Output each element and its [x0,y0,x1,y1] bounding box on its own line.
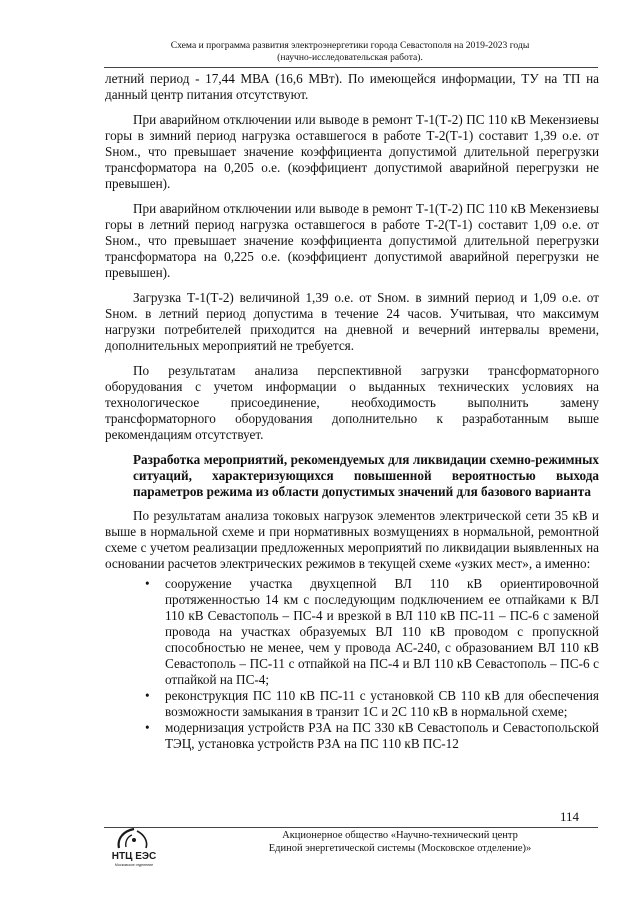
bullet-icon: • [145,720,150,735]
logo-subtext: Московское отделение [114,863,154,867]
paragraph: По результатам анализа перспективной загрузки трансформаторного оборудования с учетом информации о выданных технических условиях на технологическое присоединение, необходимость выполнить замену трансформаторного оборудования дополнительно к разработанным выше рекомендациям отсутствует. [105,363,599,442]
list-item [105,688,599,720]
running-header [100,40,600,64]
footer-rule [104,827,598,828]
paragraph: По результатам анализа токовых нагрузок элементов электрической сети 35 кВ и выше в нормальной схеме и при нормативных возмущениях в нормальной, ремонтной схеме с учетом реализации предложенных мероприятий по ликвидации выявленных на основании расчетов электрических режимов в текущей схеме «узких мест», а именно: [105,508,599,571]
paragraph: Загрузка Т-1(Т-2) величиной 1,39 о.е. от Sном. в зимний период и 1,09 о.е. от Sном. в летний период допустима в течение 24 часов. Учитывая, что максимум нагрузки потребителей приходится на дневной и вечерний интервалы времени, дополнительных мероприятий не требуется. [105,290,599,353]
body-text [105,71,599,752]
header-line-2: (научно-исследовательская работа). [277,52,423,63]
footer-line-1: Акционерное общество «Научно-технический центр [282,830,518,841]
header-rule [104,67,598,68]
footer-line-2: Единой энергетической системы (Московское отделение)» [268,843,532,854]
logo-icon [105,826,163,870]
list-item [105,720,599,752]
bullet-icon: • [145,576,150,591]
list-item-text: сооружение участка двухцепной ВЛ 110 кВ ориентировочной протяженностью 14 км с последующим подключением ее отпайками к ВЛ 110 кВ Севастополь – ПС-4 и врезкой в ВЛ 110 кВ ПС-11 – ПС-6 с заменой провода на участках образуемых ВЛ 110 кВ проводом с пропускной способностью не менее, чем у провода АС-240, с образованием ВЛ 110 кВ Севастополь – ПС-11 с отпайкой на ПС-4 и ВЛ 110 кВ Севастополь – ПС-6 с отпайкой на ПС-4; [165,576,599,687]
ntc-ees-logo [105,826,163,870]
header-line-1: Схема и программа развития электроэнергетики города Севастополя на 2019-2023 годы [170,40,530,51]
page-number: 114 [560,809,580,824]
section-heading: Разработка мероприятий, рекомендуемых для ликвидации схемно-режимных ситуаций, характеризующихся повышенной вероятностью выхода параметров режима из области допустимых значений для базового варианта [133,452,599,499]
bullet-list [105,576,599,752]
list-item [105,576,599,688]
paragraph-continued: летний период - 17,44 МВА (16,6 МВт). По имеющейся информации, ТУ на ТП на данный центр питания отсутствуют. [105,71,599,102]
bullet-icon: • [145,688,150,703]
paragraph: При аварийном отключении или выводе в ремонт Т-1(Т-2) ПС 110 кВ Мекензиевы горы в летний период нагрузка оставшегося в работе Т-2(Т-1) составит 1,09 о.е. от Sном., что превышает значение коэффициента допустимой длительной перегрузки трансформатора на 0,225 о.е. (коэффициент допустимой аварийной перегрузки не превышен). [105,201,599,280]
running-footer [200,829,600,855]
list-item-text: модернизация устройств РЗА на ПС 330 кВ Севастополь и Севастопольской ТЭЦ, установка устройств РЗА на ПС 110 кВ ПС-12 [165,720,599,751]
logo-text: НТЦ ЕЭС [111,851,157,862]
paragraph: При аварийном отключении или выводе в ремонт Т-1(Т-2) ПС 110 кВ Мекензиевы горы в зимний период нагрузка оставшегося в работе Т-2(Т-1) составит 1,39 о.е. от Sном., что превышает значение коэффициента допустимой длительной перегрузки трансформатора на 0,205 о.е. (коэффициент допустимой аварийной перегрузки не превышен). [105,112,599,191]
list-item-text: реконструкция ПС 110 кВ ПС-11 с установкой СВ 110 кВ для обеспечения возможности замыкания в транзит 1С и 2С 110 кВ в нормальной схеме; [165,688,599,719]
